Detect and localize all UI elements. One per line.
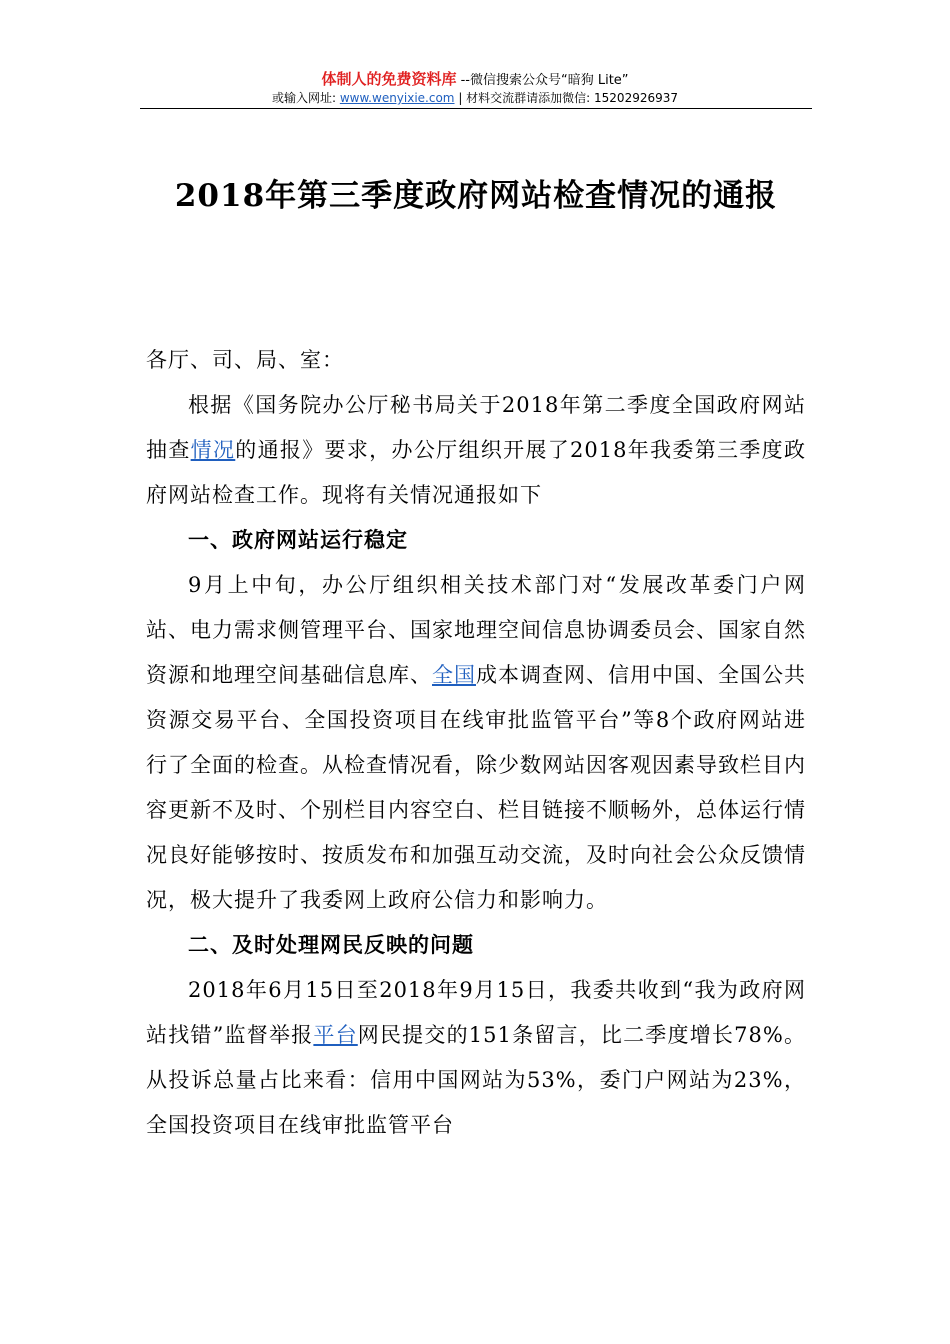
document-title: 2018年第三季度政府网站检查情况的通报 (174, 178, 778, 214)
section-heading-1: 一、政府网站运行稳定 (188, 528, 408, 552)
paragraph-section-1-text-a: 9月上中旬，办公厅组织相关技术部门对“发展改革委门户网站、电力需求侧管理平台、国家地理空间信息协调委员会、国家自然资源和地理空间基础信息库、 (146, 573, 806, 687)
paragraph-section-2 (146, 968, 806, 1148)
paragraph-intro (146, 383, 806, 518)
inline-link-qingkuang[interactable]: 情况 (190, 438, 236, 462)
document-body (146, 338, 806, 1148)
salutation: 各厅、司、局、室： (146, 348, 344, 372)
paragraph-section-1-text-b: 成本调查网、信用中国、全国公共资源交易平台、全国投资项目在线审批监管平台”等8个政府网站进行了全面的检查。从检查情况看，除少数网站因客观因素导致栏目内容更新不及时、个别栏目内容空白、栏目链接不顺畅外，总体运行情况良好能够按时、按质发布和加强互动交流，及时向社会公众反馈情况，极大提升了我委网上政府公信力和影响力。 (146, 663, 806, 912)
paragraph-section-1 (146, 563, 806, 923)
paragraph-section-2-text-b: 网民提交的151条留言，比二季度增长78%。从投诉总量占比来看：信用中国网站为53%，委门户网站为23%，全国投资项目在线审批监管平台 (146, 1023, 806, 1137)
paragraph-intro-text-a: 根据《国务院办公厅秘书局关于2018年第二季度全国政府网站抽查 (146, 393, 806, 462)
paragraph-section-2-text-a: 2018年6月15日至2018年9月15日，我委共收到“我为政府网站找错”监督举报 (146, 978, 806, 1047)
header-website-link[interactable]: www.wenyixie.com (339, 91, 455, 105)
header-contact: | 材料交流群请添加微信: 15202926937 (454, 91, 679, 105)
header-brand: 体制人的免费资料库 (321, 70, 457, 88)
inline-link-quanguo[interactable]: 全国 (432, 663, 476, 687)
paragraph-intro-text-b: 的通报》要求，办公厅组织开展了2018年我委第三季度政府网站检查工作。现将有关情况通报如下 (146, 438, 807, 507)
section-heading-2: 二、及时处理网民反映的问题 (188, 933, 474, 957)
header-tagline: --微信搜索公众号“暗狗 Lite” (456, 73, 629, 88)
header-line-1 (0, 70, 950, 90)
header-url-prefix: 或输入网址: (271, 91, 340, 105)
header-divider (140, 108, 812, 109)
header-line-2 (0, 90, 950, 106)
inline-link-pingtai[interactable]: 平台 (313, 1023, 358, 1047)
